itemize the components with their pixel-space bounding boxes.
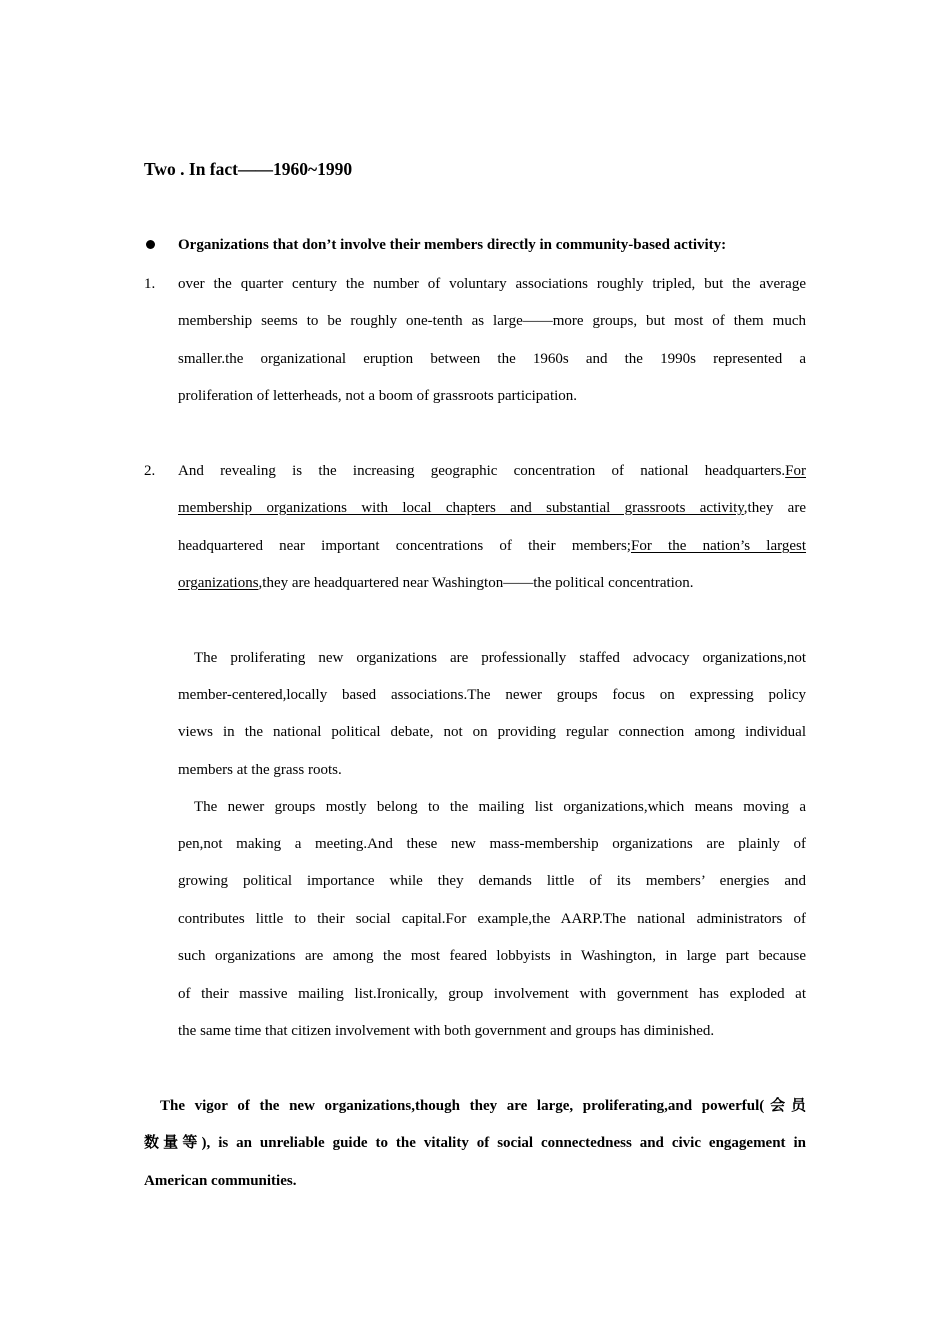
paragraph-2-line: The newer groups mostly belong to the mailing list organizations,which means moving a bbox=[194, 799, 806, 815]
section-heading: Two . In fact——1960~1990 bbox=[144, 159, 353, 179]
paragraph-1-line: The proliferating new organizations are professionally staffed advocacy organizations,not bbox=[194, 650, 806, 666]
plain-text: And revealing is the increasing geographic concentration of national headquarters. bbox=[178, 463, 786, 479]
list-number: 1. bbox=[144, 276, 156, 292]
plain-text: headquartered near important concentrations of their members; bbox=[178, 538, 631, 554]
underlined-text: membership organizations with local chapters and substantial grassroots activity bbox=[178, 500, 744, 516]
list-item-1-line: proliferation of letterheads, not a boom of grassroots participation. bbox=[178, 388, 578, 404]
list-item-2-line bbox=[178, 537, 806, 555]
list-item-1-line: over the quarter century the number of voluntary associations roughly tripled, but the average bbox=[178, 276, 806, 292]
underlined-text: For the nation’s largest bbox=[630, 538, 807, 554]
paragraph-2-line: such organizations are among the most feared lobbyists in Washington, in large part because bbox=[178, 948, 806, 964]
paragraph-2-line: the same time that citizen involvement with both government and groups has diminished. bbox=[178, 1023, 715, 1039]
list-item-2-line bbox=[178, 462, 806, 480]
list-item-2-line bbox=[178, 574, 694, 592]
bullet-icon bbox=[146, 240, 155, 249]
underlined-text: For bbox=[785, 463, 806, 479]
paragraph-2-line: contributes little to their social capital.For example,the AARP.The national administrators of bbox=[178, 911, 806, 927]
list-item-1-line: smaller.the organizational eruption between the 1960s and the 1990s represented a bbox=[178, 351, 806, 367]
conclusion-line: The vigor of the new organizations,though they are large, proliferating,and powerful(会员 bbox=[160, 1098, 806, 1114]
paragraph-1-line: members at the grass roots. bbox=[178, 762, 342, 778]
underlined-text: organizations bbox=[178, 575, 259, 591]
paragraph-2-line: growing political importance while they demands little of its members’ energies and bbox=[178, 873, 806, 889]
paragraph-2-line: of their massive mailing list.Ironically, group involvement with government has exploded at bbox=[178, 986, 806, 1002]
list-item-1-line: membership seems to be roughly one-tenth as large——more groups, but most of them much bbox=[178, 313, 806, 329]
paragraph-1-line: views in the national political debate, not on providing regular connection among individual bbox=[178, 724, 806, 740]
conclusion-line: 数量等), is an unreliable guide to the vitality of social connectedness and civic engagement in bbox=[144, 1135, 806, 1151]
conclusion-line: American communities. bbox=[144, 1173, 297, 1189]
paragraph-2-line: pen,not making a meeting.And these new mass-membership organizations are plainly of bbox=[178, 836, 806, 852]
list-number: 2. bbox=[144, 463, 156, 479]
list-item-2-line bbox=[178, 499, 806, 517]
bullet-heading: Organizations that don’t involve their members directly in community-based activity: bbox=[178, 237, 727, 253]
paragraph-1-line: member-centered,locally based associations.The newer groups focus on expressing policy bbox=[178, 687, 806, 703]
plain-text: ,they are headquartered near Washington——the political concentration. bbox=[258, 575, 694, 591]
plain-text: ,they are bbox=[743, 500, 806, 516]
